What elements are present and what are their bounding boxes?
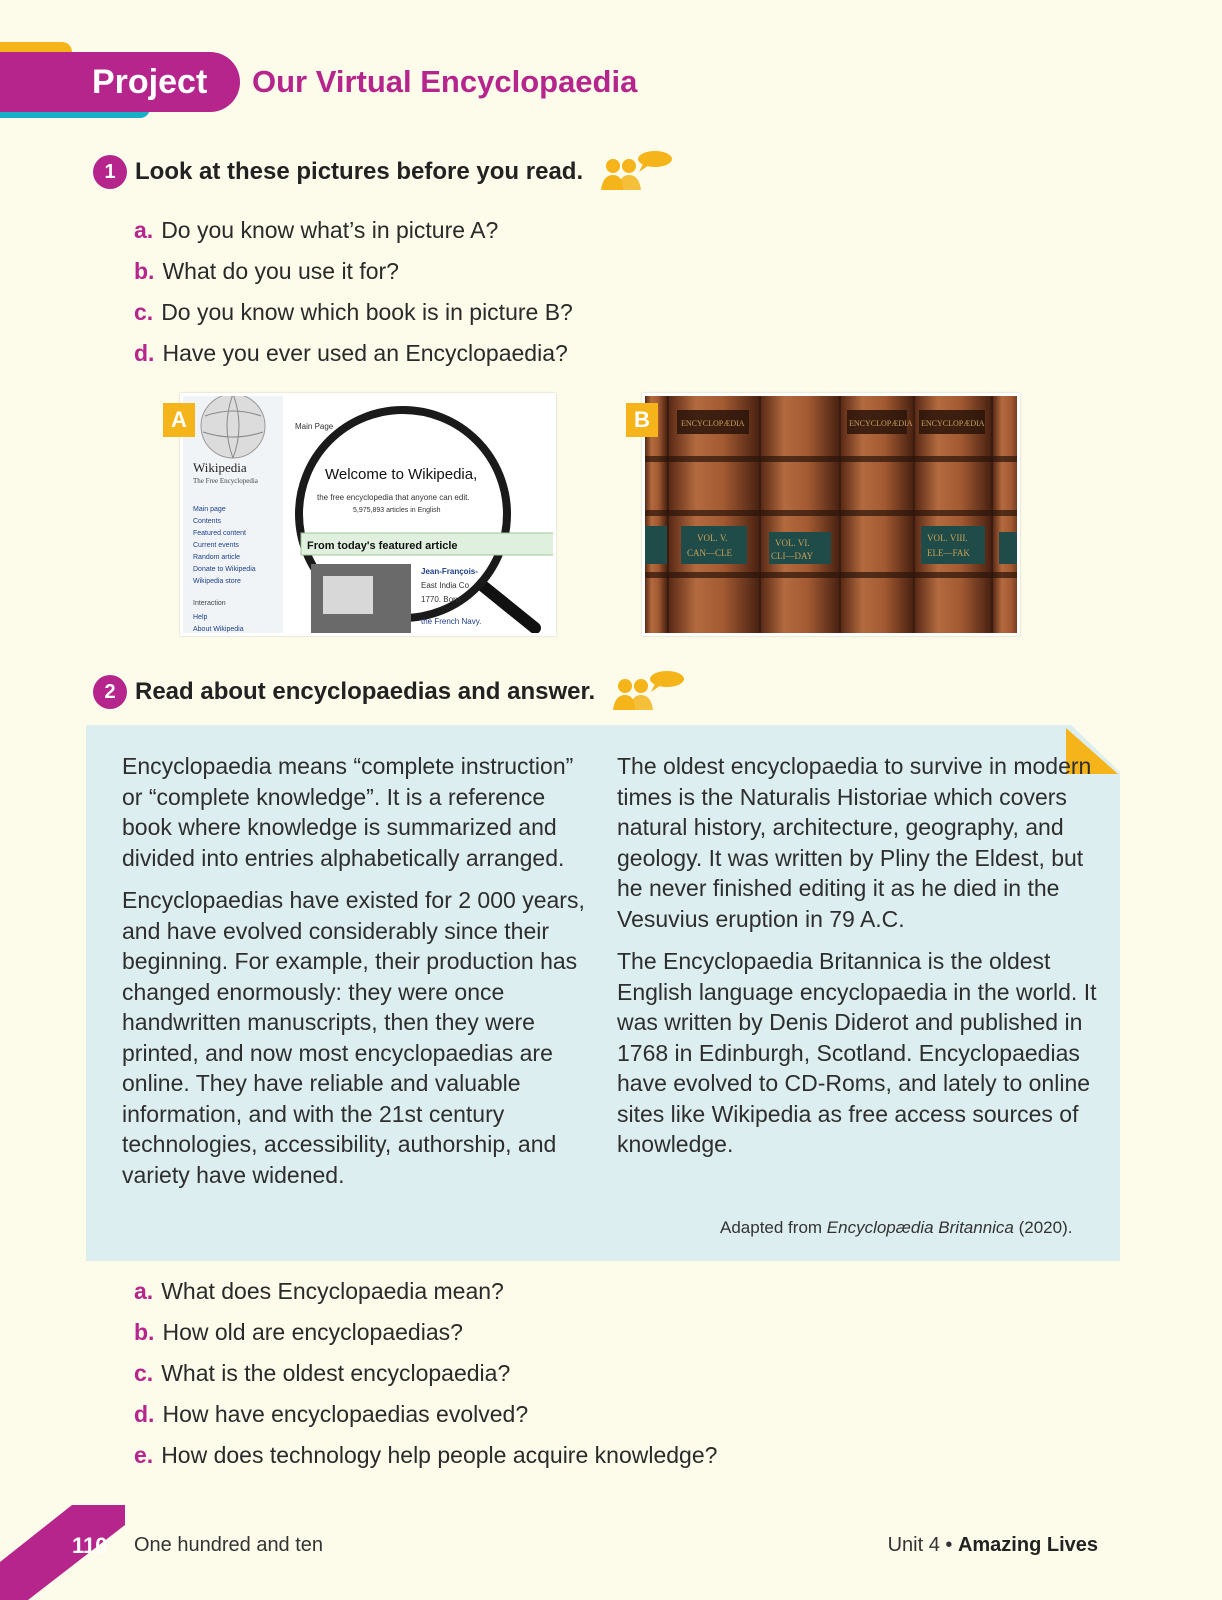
svg-text:About Wikipedia: About Wikipedia: [193, 626, 244, 633]
wikipedia-globe-icon: [201, 396, 265, 458]
list-item: c. What is the oldest encyclopaedia?: [134, 1360, 511, 1386]
svg-text:the free encyclopedia that any: the free encyclopedia that anyone can edit.: [317, 493, 470, 502]
list-item: b. What do you use it for?: [134, 258, 399, 284]
paragraph: Encyclopaedia means “complete instruction” or “complete knowledge”. It is a reference book where knowledge is summarized and divided into entries alphabetically arranged.: [122, 753, 574, 871]
section-number-badge: 1: [93, 155, 127, 189]
svg-text:the French Navy.: the French Navy.: [421, 617, 482, 626]
svg-text:Main page: Main page: [193, 506, 226, 513]
section-1-heading: [93, 150, 675, 194]
svg-text:CAN—CLE: CAN—CLE: [687, 548, 732, 558]
svg-text:Jean-François-: Jean-François-: [421, 567, 478, 576]
svg-text:5,975,893 articles in English: 5,975,893 articles in English: [353, 507, 441, 514]
svg-text:Featured content: Featured content: [193, 530, 246, 537]
section-number-badge: 2: [93, 675, 127, 709]
svg-text:ENCYCLOPÆDIA: ENCYCLOPÆDIA: [681, 419, 745, 428]
svg-text:Help: Help: [193, 614, 208, 621]
paragraph: The oldest encyclopaedia to survive in modern times is the Naturalis Historiae which covers natural history, architecture, geography, and geology. It was written by Pliny the Eldest, but he never finished editing it as he died in the Vesuvius eruption in 79 A.C.: [617, 753, 1092, 932]
svg-text:1770. Born: 1770. Born: [421, 595, 461, 604]
section-heading-text: Look at these pictures before you read.: [135, 158, 584, 185]
source-citation: Adapted from Encyclopædia Britannica (2020).: [720, 1218, 1073, 1237]
svg-text:From today's featured article: From today's featured article: [307, 540, 458, 552]
encyclopaedia-spines-illustration: [645, 396, 1020, 636]
svg-text:VOL. VIII.: VOL. VIII.: [927, 533, 968, 543]
picture-a-wikipedia: [180, 393, 556, 636]
paragraph: The Encyclopaedia Britannica is the oldest English language encyclopaedia in the world. It was written by Denis Diderot and published in 1768 in Edinburgh, Scotland. Encyclopaedias have evolved to CD-Roms, and lately to online sites like Wikipedia as free access sources of knowledge.: [617, 948, 1097, 1157]
reading-column-right: [617, 751, 1097, 1172]
svg-text:Interaction: Interaction: [193, 600, 226, 607]
list-item: e. How does technology help people acquire knowledge?: [134, 1442, 718, 1468]
list-item: b. How old are encyclopaedias?: [134, 1319, 463, 1345]
svg-text:VOL. VI.: VOL. VI.: [775, 538, 810, 548]
paragraph: Encyclopaedias have existed for 2 000 years, and have evolved considerably since their beginning. For example, their production has changed enormously: they were once handwritten manuscripts, then they were printed, and now most encyclopaedias are online. They have reliable and valuable information, and with the 21st century technologies, accessibility, authorship, and variety have widened.: [122, 887, 585, 1188]
list-item: d. How have encyclopaedias evolved?: [134, 1401, 529, 1427]
project-tab: [0, 52, 240, 112]
svg-text:The Free Encyclopedia: The Free Encyclopedia: [193, 477, 258, 485]
svg-text:East India Co: East India Co: [421, 581, 470, 590]
section-1-questions: [134, 210, 573, 374]
wikipedia-illustration: [183, 396, 556, 636]
picture-b-label: B: [626, 403, 658, 437]
svg-text:Wikipedia: Wikipedia: [193, 460, 247, 475]
unit-footer: Unit 4 • Amazing Lives: [887, 1534, 1098, 1556]
project-tab-label: Project: [92, 62, 208, 101]
list-item: c. Do you know which book is in picture B?: [134, 299, 573, 325]
section-2-heading: [93, 670, 687, 714]
list-item: a. Do you know what’s in picture A?: [134, 217, 499, 243]
picture-a-label: A: [163, 403, 195, 437]
list-item: a. What does Encyclopaedia mean?: [134, 1278, 504, 1304]
pair-work-icon: [599, 150, 675, 194]
svg-text:Welcome to Wikipedia,: Welcome to Wikipedia,: [325, 466, 478, 483]
section-2-questions: [134, 1271, 717, 1476]
svg-text:Main Page: Main Page: [295, 422, 334, 431]
svg-text:ENCYCLOPÆDIA: ENCYCLOPÆDIA: [849, 419, 913, 428]
section-heading-text: Read about encyclopaedias and answer.: [135, 678, 596, 705]
page-number: 110: [72, 1533, 108, 1558]
page-title: Our Virtual Encyclopaedia: [252, 64, 638, 99]
list-item: d. Have you ever used an Encyclopaedia?: [134, 340, 568, 366]
svg-text:CLI—DAY: CLI—DAY: [771, 551, 814, 561]
page-number-words: One hundred and ten: [134, 1534, 324, 1556]
reading-column-left: [122, 751, 592, 1202]
picture-b-books: [642, 393, 1020, 636]
svg-text:ELE—FAK: ELE—FAK: [927, 548, 970, 558]
svg-text:Contents: Contents: [193, 518, 222, 525]
svg-text:Wikipedia store: Wikipedia store: [193, 578, 241, 585]
svg-text:Donate to Wikipedia: Donate to Wikipedia: [193, 566, 256, 573]
svg-text:Current events: Current events: [193, 542, 239, 549]
pair-work-icon: [611, 670, 687, 714]
svg-text:VOL. V.: VOL. V.: [697, 533, 728, 543]
svg-text:ENCYCLOPÆDIA: ENCYCLOPÆDIA: [921, 419, 985, 428]
svg-text:Random article: Random article: [193, 554, 241, 561]
